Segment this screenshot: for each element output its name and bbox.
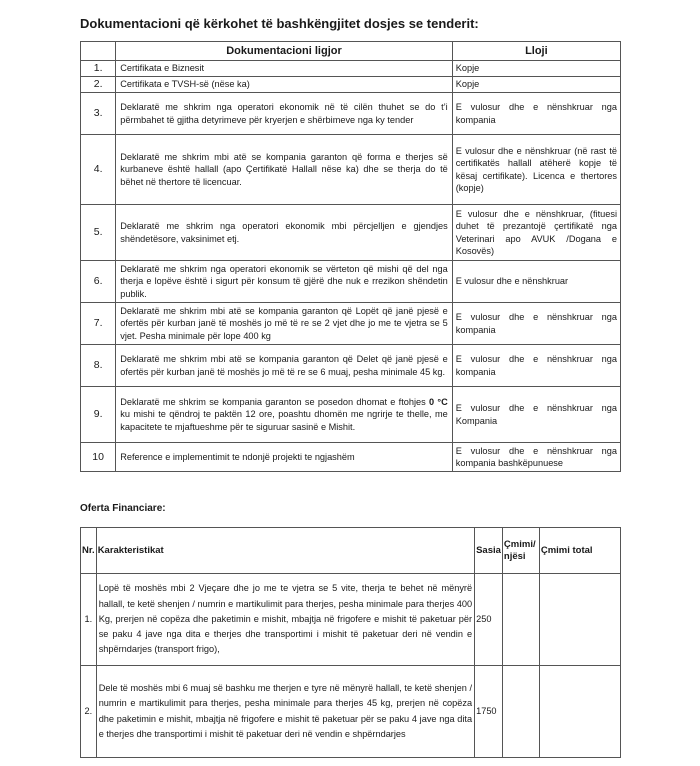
legal-documentation-table xyxy=(80,41,621,472)
row-description: Certifikata e Biznesit xyxy=(116,61,452,77)
row-number: 2. xyxy=(81,666,97,758)
row-quantity: 1750 xyxy=(475,666,503,758)
header-number xyxy=(81,42,116,61)
temperature-value: 0 °C xyxy=(429,396,448,407)
row-number: 1. xyxy=(81,61,116,77)
row-number: 1. xyxy=(81,574,97,666)
header-type: Lloji xyxy=(452,42,620,61)
row-type: E vulosur dhe e nënshkruar nga kompania xyxy=(452,303,620,345)
table-row xyxy=(81,135,621,205)
row-description: Lopë të moshës mbi 2 Vjeçare dhe jo me te vjetra se 5 vite, therja te behet në mënyrë hallall, te ketë shenjen / numrin e martikulimit para therjes, pesha minimale para therjes 400 Kg, prerjen në copëza dhe paketimin e mishit, mbajtja në frigofere e mishit të paketuar për se paku 4 jave nga dita e therjes dhe transportimi i mishit të paketuar deri në vendin e shpërndarjes (transport frigo), xyxy=(96,574,474,666)
table-row xyxy=(81,205,621,261)
row-total-price xyxy=(539,666,620,758)
row-quantity: 250 xyxy=(475,574,503,666)
table-row xyxy=(81,61,621,77)
row-description: Deklaratë me shkrim nga operatori ekonomik mbi përcjelljen e gjendjes shëndetësore, vaksinimet etj. xyxy=(116,205,452,261)
row-number: 3. xyxy=(81,93,116,135)
row-type: Kopje xyxy=(452,77,620,93)
header-documentation: Dokumentacioni ligjor xyxy=(116,42,452,61)
row-description: Deklaratë me shkrim mbi atë se kompania garanton që forma e therjes së kurbaneve është hallall (apo Çertifikatë Hallall nëse ka) dhe se therja do të bëhet në thertore të licencuar. xyxy=(116,135,452,205)
row-description: Reference e implementimit te ndonjë projekti te ngjashëm xyxy=(116,443,452,472)
row-description xyxy=(116,387,452,443)
row-number: 10 xyxy=(81,443,116,472)
row-description: Deklaratë me shkrim mbi atë se kompania garanton që Lopët që janë pjesë e ofertës për kurban janë të moshës jo më të re se 2 vjet dhe jo me te vjetra se 5 vjet. Pesha minimale për lope 400 kg xyxy=(116,303,452,345)
row-number: 9. xyxy=(81,387,116,443)
table-row xyxy=(81,77,621,93)
row-type: E vulosur dhe e nënshkruar, (fituesi duhet të prezantojë çertifikatë nga Veterinari apo AVUK /Dogana e Kosovës) xyxy=(452,205,620,261)
page-title: Dokumentacioni që kërkohet të bashkëngjitet dosjes se tenderit: xyxy=(80,16,479,31)
row-number: 8. xyxy=(81,345,116,387)
row-type: E vulosur dhe e nënshkruar nga kompania xyxy=(452,345,620,387)
header-nr: Nr. xyxy=(81,528,97,574)
table-header-row xyxy=(81,42,621,61)
row-description: Certifikata e TVSH-së (nëse ka) xyxy=(116,77,452,93)
row-type: E vulosur dhe e nënshkruar (në rast të certifikatës hallall atëherë kopje të kësaj certifikate). Licenca e thertores (kopje) xyxy=(452,135,620,205)
table-header-row xyxy=(81,528,621,574)
row-number: 5. xyxy=(81,205,116,261)
row-number: 7. xyxy=(81,303,116,345)
header-total-price: Çmimi total xyxy=(539,528,620,574)
row-type: E vulosur dhe e nënshkruar nga Kompania xyxy=(452,387,620,443)
table-row xyxy=(81,666,621,758)
header-characteristics: Karakteristikat xyxy=(96,528,474,574)
row-description: Deklaratë me shkrim mbi atë se kompania garanton që Delet që janë pjesë e ofertës për kurban janë të moshës jo më të re se 6 muaj, pesha minimale 45 kg. xyxy=(116,345,452,387)
row-type: E vulosur dhe e nënshkruar nga kompania bashkëpunuese xyxy=(452,443,620,472)
table-row xyxy=(81,345,621,387)
row-number: 2. xyxy=(81,77,116,93)
row-number: 4. xyxy=(81,135,116,205)
row-type: Kopje xyxy=(452,61,620,77)
row-description: Dele të moshës mbi 6 muaj së bashku me therjen e tyre në mënyrë hallall, te ketë shenjen / numrin e martikulimit para therjes, pesha minimale para therjes 45 kg, prerjen në copëza dhe paketimin e mishit, mbajtja në frigofere e mishit të paketuar për se paku 4 jave nga dita e therjes dhe transportimi i mishit të paketuar deri në vendin e shpërndarjes xyxy=(96,666,474,758)
section-title-financial-offer: Oferta Financiare: xyxy=(80,503,166,514)
table-row xyxy=(81,574,621,666)
row-type: E vulosur dhe e nënshkruar nga kompania xyxy=(452,93,620,135)
table-row xyxy=(81,443,621,472)
header-unit-price xyxy=(502,528,539,574)
row-type: E vulosur dhe e nënshkruar xyxy=(452,261,620,303)
row-unit-price xyxy=(502,574,539,666)
row-total-price xyxy=(539,574,620,666)
table-row xyxy=(81,261,621,303)
row-description: Deklaratë me shkrim nga operatori ekonomik në të cilën thuhet se do t’i përmbahet të gjitha detyrimeve për kryerjen e shërbimeve nga ky tender xyxy=(116,93,452,135)
table-row xyxy=(81,93,621,135)
table-row xyxy=(81,387,621,443)
financial-offer-table xyxy=(80,527,621,758)
row-description-part: ku mishi te qëndroj te paktën 12 ore, poashtu dhomën me ngrirje te thelle, me kapacitete te mjaftueshme për te siguruar sasinë e Mishit. xyxy=(120,409,448,432)
row-unit-price xyxy=(502,666,539,758)
table-row xyxy=(81,303,621,345)
header-unit-price-line2: njësi xyxy=(503,550,526,562)
header-unit-price-line1: Çmimi/ xyxy=(503,538,536,550)
row-description-part: Deklaratë me shkrim se kompania garanton se posedon dhomat e ftohjes xyxy=(120,396,430,407)
header-quantity: Sasia xyxy=(475,528,503,574)
row-description: Deklaratë me shkrim nga operatori ekonomik se vërteton që mishi që del nga therja e lopëve është i sigurt për konsum të gjërë dhe nuk e rrezikon shëndetin publik. xyxy=(116,261,452,303)
row-number: 6. xyxy=(81,261,116,303)
